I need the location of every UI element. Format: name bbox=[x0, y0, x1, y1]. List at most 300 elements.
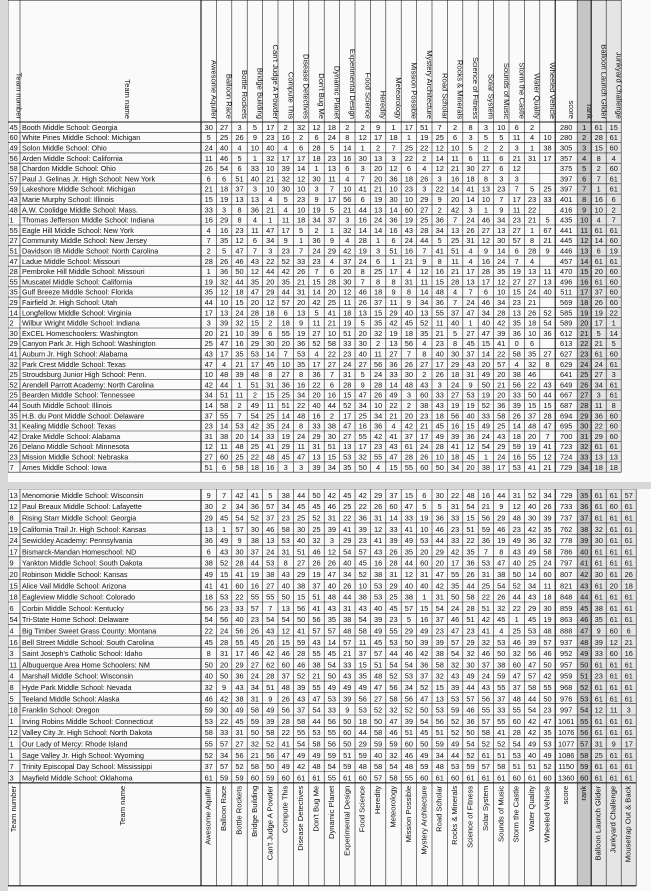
header-team-number: Team number bbox=[14, 72, 24, 119]
event-rank-cell: 26 bbox=[296, 267, 306, 277]
rank-cell: 58 bbox=[580, 750, 589, 760]
event-rank-cell: 51 bbox=[481, 603, 491, 613]
event-rank-cell: 53 bbox=[450, 694, 460, 704]
event-rank-cell: 22 bbox=[281, 728, 290, 738]
team-name: Fairfield Jr. High School: Utah bbox=[22, 298, 118, 307]
event-rank-cell: 45 bbox=[466, 339, 475, 349]
event-rank-cell: 58 bbox=[327, 339, 337, 349]
event-rank-cell: 19 bbox=[512, 267, 521, 277]
team-number: 18 bbox=[9, 705, 18, 715]
event-rank-cell: 50 bbox=[358, 462, 367, 472]
event-rank-cell: 11 bbox=[204, 153, 213, 163]
event-rank-cell: 32 bbox=[281, 174, 290, 184]
event-rank-cell: 24 bbox=[466, 298, 475, 307]
event-rank-cell: 18 bbox=[373, 287, 383, 297]
team-number: 1 bbox=[9, 750, 14, 760]
event-rank-cell: 40 bbox=[281, 581, 290, 591]
header-score: score bbox=[566, 100, 576, 119]
event-rank-cell: 35 bbox=[235, 349, 244, 359]
rank-cell: 9 bbox=[582, 205, 587, 215]
event-rank-cell: 2 bbox=[252, 390, 257, 400]
event-rank-cell: 23 bbox=[435, 339, 444, 349]
score-cell: 976 bbox=[560, 694, 573, 704]
event-rank-cell: 33 bbox=[543, 195, 552, 204]
header-event-18: Solar System bbox=[486, 73, 496, 119]
event-rank-cell: 13 bbox=[527, 267, 537, 277]
event-rank-cell: 20 bbox=[466, 462, 475, 472]
event-rank-cell: 15 bbox=[512, 287, 521, 297]
rank-cell: 41 bbox=[580, 558, 589, 568]
event-rank-cell: 33 bbox=[389, 524, 398, 534]
extra-event-cell: 6 bbox=[596, 246, 601, 256]
event-rank-cell: 35 bbox=[420, 328, 429, 338]
extra-event-cell: 60 bbox=[609, 626, 618, 636]
event-rank-cell: 24 bbox=[404, 236, 414, 246]
event-rank-cell: 42 bbox=[435, 581, 444, 591]
header-event-7: Don't Bug Me bbox=[311, 785, 321, 832]
team-name: Mission Middle School: Nebraska bbox=[22, 452, 129, 462]
event-rank-cell: 6 bbox=[237, 164, 242, 174]
event-rank-cell: 24 bbox=[312, 246, 321, 256]
event-rank-cell: 47 bbox=[312, 694, 321, 704]
score-cell: 821 bbox=[560, 581, 573, 591]
event-rank-cell: 20 bbox=[312, 390, 321, 400]
event-rank-cell: 1 bbox=[314, 164, 319, 174]
event-rank-cell: 50 bbox=[404, 637, 414, 647]
event-rank-cell: 4 bbox=[376, 462, 381, 472]
extra-event-cell: 61 bbox=[624, 762, 633, 772]
event-rank-cell: 25 bbox=[235, 452, 244, 462]
event-rank-cell: 35 bbox=[281, 277, 290, 287]
score-cell: 1061 bbox=[557, 716, 575, 726]
table-row bbox=[10, 627, 631, 636]
score-cell: 612 bbox=[560, 328, 573, 338]
event-rank-cell: 54 bbox=[404, 660, 414, 670]
event-rank-cell: 33 bbox=[481, 411, 491, 421]
header-event-13: Mission Possible bbox=[403, 785, 413, 843]
extra-event-cell: 60 bbox=[609, 411, 618, 421]
event-rank-cell: 9 bbox=[268, 694, 273, 704]
event-rank-cell: 60 bbox=[404, 739, 414, 749]
event-rank-cell: 10 bbox=[343, 184, 352, 194]
event-rank-cell: 54 bbox=[266, 615, 275, 625]
team-name: Menomonie Middle School: Wisconsin bbox=[22, 490, 144, 500]
header-score: score bbox=[561, 785, 571, 805]
event-rank-cell: 56 bbox=[204, 603, 213, 613]
event-rank-cell: 4 bbox=[422, 164, 427, 174]
event-rank-cell: 58 bbox=[373, 728, 383, 738]
event-rank-cell: 21 bbox=[266, 174, 275, 184]
rank-cell: 47 bbox=[580, 626, 589, 636]
event-rank-cell: 47 bbox=[420, 694, 429, 704]
extra-event-cell: 18 bbox=[594, 462, 603, 472]
event-rank-cell: 8 bbox=[376, 277, 381, 287]
event-rank-cell: 43 bbox=[512, 547, 521, 557]
event-rank-cell: 50 bbox=[527, 390, 537, 400]
event-rank-cell: 39 bbox=[327, 524, 337, 534]
event-rank-cell: 48 bbox=[435, 287, 444, 297]
event-rank-cell: 6 bbox=[314, 133, 319, 143]
header-event-18: Solar System bbox=[480, 785, 490, 831]
table-row bbox=[10, 660, 633, 669]
rank-cell: 45 bbox=[580, 603, 589, 613]
extra-event-cell: 36 bbox=[594, 411, 603, 421]
event-rank-cell: 7 bbox=[514, 184, 519, 194]
rank-cell: 31 bbox=[580, 431, 589, 441]
event-rank-cell: 6 bbox=[514, 246, 519, 256]
event-rank-cell: 5 bbox=[545, 215, 550, 225]
event-rank-cell: 24 bbox=[481, 671, 491, 681]
event-rank-cell: 33 bbox=[435, 390, 444, 400]
team-name: Arendell Parrott Academy: North Carolina bbox=[22, 380, 154, 390]
team-number: 58 bbox=[9, 164, 18, 174]
event-rank-cell: 47 bbox=[481, 328, 491, 338]
extra-event-cell: 61 bbox=[624, 773, 633, 783]
event-rank-cell: 35 bbox=[466, 547, 475, 557]
header-event-0: Awesome Aquifer bbox=[209, 60, 219, 120]
event-rank-cell: 44 bbox=[435, 536, 444, 546]
extra-event-cell: 61 bbox=[624, 592, 633, 602]
extra-event-cell: 13 bbox=[594, 452, 603, 462]
event-rank-cell: 56 bbox=[343, 195, 352, 204]
event-rank-cell: 4 bbox=[283, 205, 288, 215]
event-rank-cell: 16 bbox=[450, 421, 460, 431]
event-rank-cell: 13 bbox=[389, 339, 398, 349]
extra-event-cell: 61 bbox=[624, 524, 633, 534]
event-rank-cell: 55 bbox=[219, 411, 229, 421]
rank-cell: 25 bbox=[580, 370, 589, 380]
event-rank-cell: 38 bbox=[235, 694, 244, 704]
event-rank-cell: 61 bbox=[481, 773, 491, 783]
event-rank-cell: 52 bbox=[481, 401, 491, 410]
event-rank-cell: 13 bbox=[435, 694, 444, 704]
team-number: 55 bbox=[9, 277, 18, 287]
team-number: 8 bbox=[9, 683, 14, 692]
event-rank-cell: 10 bbox=[497, 122, 506, 132]
extra-event-cell: 16 bbox=[594, 195, 603, 204]
table-row bbox=[10, 288, 618, 297]
event-rank-cell: 45 bbox=[327, 649, 337, 659]
event-rank-cell: 44 bbox=[450, 750, 460, 760]
event-rank-cell: 57 bbox=[219, 762, 229, 772]
event-rank-cell: 27 bbox=[312, 328, 321, 338]
event-rank-cell: 42 bbox=[527, 524, 537, 534]
event-rank-cell: 25 bbox=[250, 442, 260, 452]
event-rank-cell: 41 bbox=[466, 184, 475, 194]
score-cell: 968 bbox=[560, 683, 573, 692]
event-rank-cell: 4 bbox=[222, 359, 227, 369]
event-rank-cell: 54 bbox=[281, 615, 290, 625]
event-rank-cell: 60 bbox=[450, 773, 460, 783]
event-rank-cell: 5 bbox=[252, 122, 257, 132]
team-number: 28 bbox=[9, 267, 18, 277]
event-rank-cell: 45 bbox=[358, 558, 367, 568]
table-row bbox=[10, 401, 616, 410]
event-rank-cell: 31 bbox=[266, 380, 275, 390]
event-rank-cell: 2 bbox=[329, 411, 334, 421]
event-rank-cell: 46 bbox=[204, 694, 213, 704]
event-rank-cell: 9 bbox=[283, 236, 288, 246]
event-rank-cell: 51 bbox=[435, 728, 444, 738]
event-rank-cell: 32 bbox=[389, 705, 398, 715]
team-name: Chardon Middle School: Ohio bbox=[22, 164, 116, 174]
event-rank-cell: 47 bbox=[543, 421, 552, 431]
event-rank-cell: 15 bbox=[435, 277, 444, 287]
event-rank-cell: 30 bbox=[281, 184, 290, 194]
event-rank-cell: 26 bbox=[512, 411, 521, 421]
event-rank-cell: 26 bbox=[466, 225, 475, 235]
event-rank-cell: 5 bbox=[222, 246, 227, 256]
event-rank-cell: 13 bbox=[219, 308, 229, 318]
event-rank-cell: 14 bbox=[435, 153, 444, 163]
event-rank-cell: 37 bbox=[281, 671, 290, 681]
event-rank-cell: 26 bbox=[420, 174, 429, 184]
event-rank-cell: 13 bbox=[296, 308, 306, 318]
event-rank-cell: 41 bbox=[435, 246, 444, 256]
team-number: 29 bbox=[9, 298, 18, 307]
team-name: Eagleview Middle School: Colorado bbox=[22, 592, 136, 602]
event-rank-cell: 10 bbox=[420, 524, 429, 534]
header-event-11: Heredity bbox=[378, 90, 388, 119]
event-rank-cell: 40 bbox=[435, 349, 444, 359]
event-rank-cell: 61 bbox=[343, 773, 352, 783]
event-rank-cell: 41 bbox=[373, 536, 383, 546]
header-event-6: Disease Detectives bbox=[301, 54, 311, 119]
table-row bbox=[10, 649, 633, 658]
event-rank-cell: 53 bbox=[435, 705, 444, 715]
event-rank-cell: 29 bbox=[266, 287, 275, 297]
event-rank-cell: 56 bbox=[373, 359, 383, 369]
event-rank-cell: 30 bbox=[219, 705, 229, 715]
event-rank-cell: 56 bbox=[481, 694, 491, 704]
score-cell: 470 bbox=[560, 267, 573, 277]
event-rank-cell: 59 bbox=[435, 739, 444, 749]
event-rank-cell: 40 bbox=[404, 581, 414, 591]
event-rank-cell: 61 bbox=[466, 773, 475, 783]
event-rank-cell: 15 bbox=[250, 318, 260, 328]
event-rank-cell: 60 bbox=[281, 773, 290, 783]
event-rank-cell: 37 bbox=[343, 256, 352, 266]
table-row bbox=[10, 329, 618, 338]
score-cell: 280 bbox=[560, 133, 573, 143]
extra-event-cell: 61 bbox=[609, 225, 618, 235]
event-rank-cell: 14 bbox=[296, 164, 306, 174]
extra-event-cell: 3 bbox=[611, 370, 616, 380]
table-row bbox=[10, 683, 633, 692]
event-rank-cell: 54 bbox=[466, 502, 475, 512]
event-rank-cell: 4 bbox=[530, 256, 535, 266]
table-row bbox=[10, 604, 633, 613]
extra-event-cell: 61 bbox=[624, 558, 633, 568]
event-rank-cell: 18 bbox=[527, 318, 537, 328]
extra-event-cell: 12 bbox=[594, 705, 603, 715]
event-rank-cell: 25 bbox=[204, 339, 213, 349]
event-rank-cell: 43 bbox=[466, 359, 475, 369]
team-number: 3 bbox=[9, 773, 14, 783]
event-rank-cell: 49 bbox=[481, 421, 491, 431]
event-rank-cell: 56 bbox=[266, 750, 275, 760]
extra-event-cell: 60 bbox=[609, 164, 618, 174]
event-rank-cell: 11 bbox=[374, 349, 382, 359]
event-rank-cell: 8 bbox=[437, 256, 442, 266]
rank-cell: 39 bbox=[580, 536, 589, 546]
header-event-20: Storm the Castle bbox=[511, 785, 521, 843]
header-event-9: Experimental Design bbox=[347, 48, 357, 119]
event-rank-cell: 41 bbox=[204, 581, 213, 591]
event-rank-cell: 58 bbox=[235, 462, 244, 472]
event-rank-cell: 50 bbox=[481, 380, 491, 390]
event-rank-cell: 37 bbox=[235, 184, 244, 194]
extra-event-cell: 61 bbox=[624, 603, 633, 613]
event-rank-cell: 24 bbox=[281, 421, 290, 431]
event-rank-cell: 48 bbox=[512, 513, 521, 523]
event-rank-cell: 38 bbox=[296, 581, 306, 591]
event-rank-cell: 24 bbox=[497, 256, 506, 266]
team-name: Mayfield Middle School: Oklahoma bbox=[22, 773, 133, 783]
header-event-4: Can't Judge A Powder bbox=[270, 44, 280, 119]
event-rank-cell: 32 bbox=[435, 671, 444, 681]
team-number: 14 bbox=[9, 308, 18, 318]
header-event-19: Sounds of Music bbox=[496, 785, 506, 842]
event-rank-cell: 43 bbox=[219, 547, 229, 557]
event-rank-cell: 49 bbox=[250, 401, 260, 410]
event-rank-cell: 38 bbox=[219, 431, 229, 441]
event-rank-cell: 27 bbox=[512, 277, 521, 287]
event-rank-cell: 24 bbox=[358, 256, 367, 266]
event-rank-cell: 25 bbox=[543, 184, 552, 194]
event-rank-cell: 21 bbox=[343, 649, 352, 659]
table-row bbox=[10, 144, 618, 153]
team-name: Albuquerque Area Home Schoolers: NM bbox=[22, 660, 150, 670]
event-rank-cell: 52 bbox=[450, 728, 460, 738]
rank-cell: 11 bbox=[580, 225, 589, 235]
event-rank-cell: 49 bbox=[420, 626, 429, 636]
event-rank-cell: 54 bbox=[358, 615, 367, 625]
event-rank-cell: 55 bbox=[296, 728, 306, 738]
event-rank-cell: 52 bbox=[250, 513, 260, 523]
team-number: 29 bbox=[9, 339, 18, 349]
event-rank-cell: 19 bbox=[204, 277, 213, 287]
team-number: 6 bbox=[9, 603, 14, 613]
event-rank-cell: 51 bbox=[204, 462, 213, 472]
event-rank-cell: 57 bbox=[373, 649, 383, 659]
event-rank-cell: 16 bbox=[481, 256, 491, 266]
event-rank-cell: 32 bbox=[204, 683, 213, 692]
event-rank-cell: 23 bbox=[512, 298, 521, 307]
event-rank-cell: 51 bbox=[343, 750, 352, 760]
event-rank-cell: 12 bbox=[420, 267, 429, 277]
table-row bbox=[10, 164, 618, 173]
header-event-3: Bridge Building bbox=[255, 67, 265, 119]
event-rank-cell: 30 bbox=[543, 603, 552, 613]
extra-event-cell: 60 bbox=[609, 143, 618, 153]
event-rank-cell: 12 bbox=[466, 442, 475, 452]
event-rank-cell: 56 bbox=[404, 339, 414, 349]
event-rank-cell: 60 bbox=[389, 502, 398, 512]
event-rank-cell: 15 bbox=[296, 592, 306, 602]
event-rank-cell: 35 bbox=[512, 318, 521, 328]
event-rank-cell: 58 bbox=[497, 411, 506, 421]
event-rank-cell: 7 bbox=[545, 431, 550, 441]
rank-cell: 46 bbox=[580, 615, 589, 625]
score-cell: 797 bbox=[560, 558, 573, 568]
event-rank-cell: 13 bbox=[512, 308, 521, 318]
team-number: 13 bbox=[9, 490, 18, 500]
event-rank-cell: 59 bbox=[481, 524, 491, 534]
event-rank-cell: 29 bbox=[435, 547, 444, 557]
team-name: Bell Street Middle School: South Carolina bbox=[22, 637, 154, 647]
event-rank-cell: 5 bbox=[314, 308, 319, 318]
event-rank-cell: 52 bbox=[420, 683, 429, 692]
score-cell: 863 bbox=[560, 615, 573, 625]
event-rank-cell: 53 bbox=[389, 637, 398, 647]
event-rank-cell: 12 bbox=[543, 452, 552, 462]
event-rank-cell: 10 bbox=[497, 287, 506, 297]
event-rank-cell: 60 bbox=[512, 773, 521, 783]
event-rank-cell: 23 bbox=[450, 524, 460, 534]
event-rank-cell: 3 bbox=[483, 122, 488, 132]
score-cell: 888 bbox=[560, 626, 573, 636]
event-rank-cell: 20 bbox=[343, 267, 352, 277]
extra-event-cell: 15 bbox=[594, 143, 603, 153]
event-rank-cell: 57 bbox=[512, 236, 521, 246]
event-rank-cell: 34 bbox=[204, 390, 213, 400]
event-rank-cell: 42 bbox=[204, 380, 213, 390]
event-rank-cell: 20 bbox=[219, 660, 229, 670]
event-rank-cell: 14 bbox=[204, 401, 213, 410]
team-number: 31 bbox=[9, 421, 18, 431]
event-rank-cell: 52 bbox=[235, 762, 244, 772]
event-rank-cell: 41 bbox=[358, 184, 367, 194]
event-rank-cell: 8 bbox=[406, 287, 411, 297]
event-rank-cell: 42 bbox=[312, 298, 321, 307]
event-rank-cell: 49 bbox=[343, 683, 352, 692]
extra-event-cell: 61 bbox=[609, 380, 618, 390]
event-rank-cell: 26 bbox=[266, 637, 275, 647]
event-rank-cell: 2 bbox=[422, 370, 427, 380]
table-row bbox=[10, 559, 633, 568]
event-rank-cell: 29 bbox=[327, 246, 337, 256]
table-row bbox=[10, 728, 633, 737]
event-rank-cell: 31 bbox=[343, 603, 352, 613]
team-number: 25 bbox=[9, 370, 18, 380]
extra-event-cell: 32 bbox=[594, 524, 603, 534]
event-rank-cell: 20 bbox=[481, 359, 491, 369]
event-rank-cell: 34 bbox=[404, 683, 414, 692]
header-event-17: Science of Fitness bbox=[471, 56, 481, 120]
event-rank-cell: 46 bbox=[466, 705, 475, 715]
event-rank-cell: 22 bbox=[497, 349, 506, 359]
event-rank-cell: 38 bbox=[435, 649, 444, 659]
event-rank-cell: 13 bbox=[266, 536, 275, 546]
table-row bbox=[10, 593, 633, 602]
event-rank-cell: 39 bbox=[404, 716, 414, 726]
event-rank-cell: 26 bbox=[204, 164, 213, 174]
event-rank-cell: 6 bbox=[329, 380, 334, 390]
header-rank: rank bbox=[579, 785, 589, 801]
event-rank-cell: 2 bbox=[376, 143, 381, 153]
event-rank-cell: 10 bbox=[543, 133, 552, 143]
event-rank-cell: 23 bbox=[373, 442, 383, 452]
event-rank-cell: 55 bbox=[373, 452, 383, 462]
event-rank-cell: 46 bbox=[404, 750, 414, 760]
rank-cell: 18 bbox=[580, 298, 589, 307]
event-rank-cell: 14 bbox=[250, 431, 260, 441]
rank-cell: 53 bbox=[580, 694, 589, 704]
header-event-15: Road Scholar bbox=[440, 72, 450, 119]
event-rank-cell: 38 bbox=[343, 615, 352, 625]
event-rank-cell: 13 bbox=[281, 603, 290, 613]
